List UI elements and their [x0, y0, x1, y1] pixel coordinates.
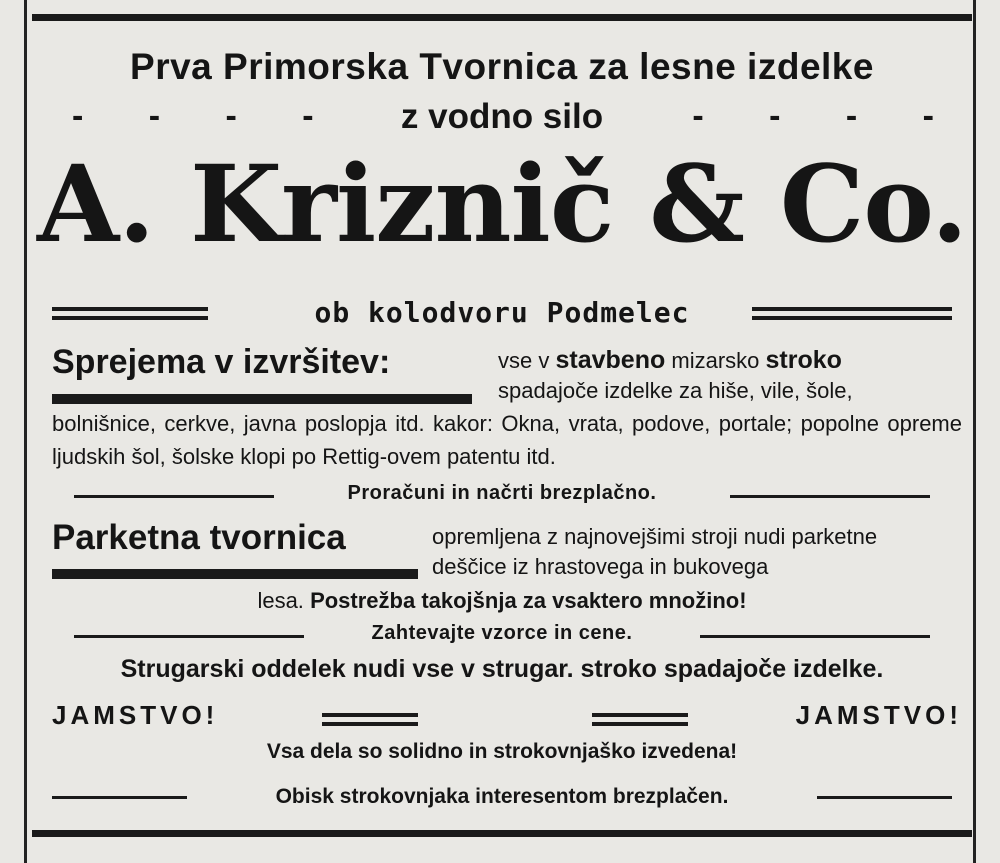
section1-body: bolnišnice, cerkve, javna poslopja itd. kakor: Okna, vrata, podove, portale; popolne opreme ljudskih šol, šolske klopi po Rettig-ovem patentu itd.: [52, 411, 962, 469]
notice1-row: [32, 482, 972, 510]
location-row: [32, 296, 972, 332]
notice1: Proračuni in načrti brezplačno.: [347, 482, 657, 504]
section1-intro-line2: spadajoče izdelke za hiše, vile, šole,: [498, 378, 853, 403]
section1-intro-bold2: stroko: [765, 346, 842, 374]
double-rule-right: [592, 713, 688, 726]
rule-right: [730, 495, 930, 498]
jamstvo-row: [32, 700, 972, 736]
section1-underline: [52, 394, 472, 404]
section1-heading: Sprejema v izvršitev:: [52, 343, 391, 381]
dashes-left: - - - -: [72, 97, 342, 135]
header-line2: z vodno silo: [400, 97, 604, 136]
jamstvo-right: JAMSTVO!: [795, 700, 962, 730]
section1-intro-bold1: stavbeno: [555, 346, 666, 374]
section1-intro: [498, 345, 958, 406]
dashes-right: - - - -: [692, 97, 962, 135]
rule-right: [700, 635, 930, 638]
top-rule: [32, 14, 972, 21]
header-line1: Prva Primorska Tvornica za lesne izdelke: [130, 46, 874, 87]
visit-line: Obisk strokovnjaka interesentom brezplačen.: [275, 785, 729, 808]
notice2-row: [32, 622, 972, 650]
firm-name: A. Kriznič & Co.: [37, 141, 967, 266]
section2-last-bold: Postrežba takojšnja za vsaktero množino!: [310, 588, 747, 613]
notice2: Zahtevajte vzorce in cene.: [371, 622, 633, 644]
section2-underline: [52, 569, 418, 579]
double-rule-left: [322, 713, 418, 726]
jamstvo-left: JAMSTVO!: [52, 700, 219, 730]
guarantee-line: Vsa dela so solidno in strokovnjaško izvedena!: [266, 740, 738, 763]
location: ob kolodvoru Podmelec: [314, 296, 690, 329]
bottom-rule: [32, 830, 972, 837]
header-line2-row: [32, 97, 972, 139]
section2-last-pre: lesa.: [257, 588, 304, 613]
double-rule-right: [752, 307, 952, 320]
section1-intro-mid: mizarsko: [671, 348, 760, 373]
section2-heading: Parketna tvornica: [52, 518, 346, 557]
advertisement: [32, 0, 972, 863]
section2-text: opremljena z najnovejšimi stroji nudi parketne deščice iz hrastovega in bukovega: [432, 524, 878, 579]
section2-last-line: [32, 586, 972, 616]
strugarski-line: Strugarski oddelek nudi vse v strugar. stroko spadajoče izdelke.: [120, 655, 884, 683]
section1-intro-pre: vse v: [498, 348, 550, 373]
